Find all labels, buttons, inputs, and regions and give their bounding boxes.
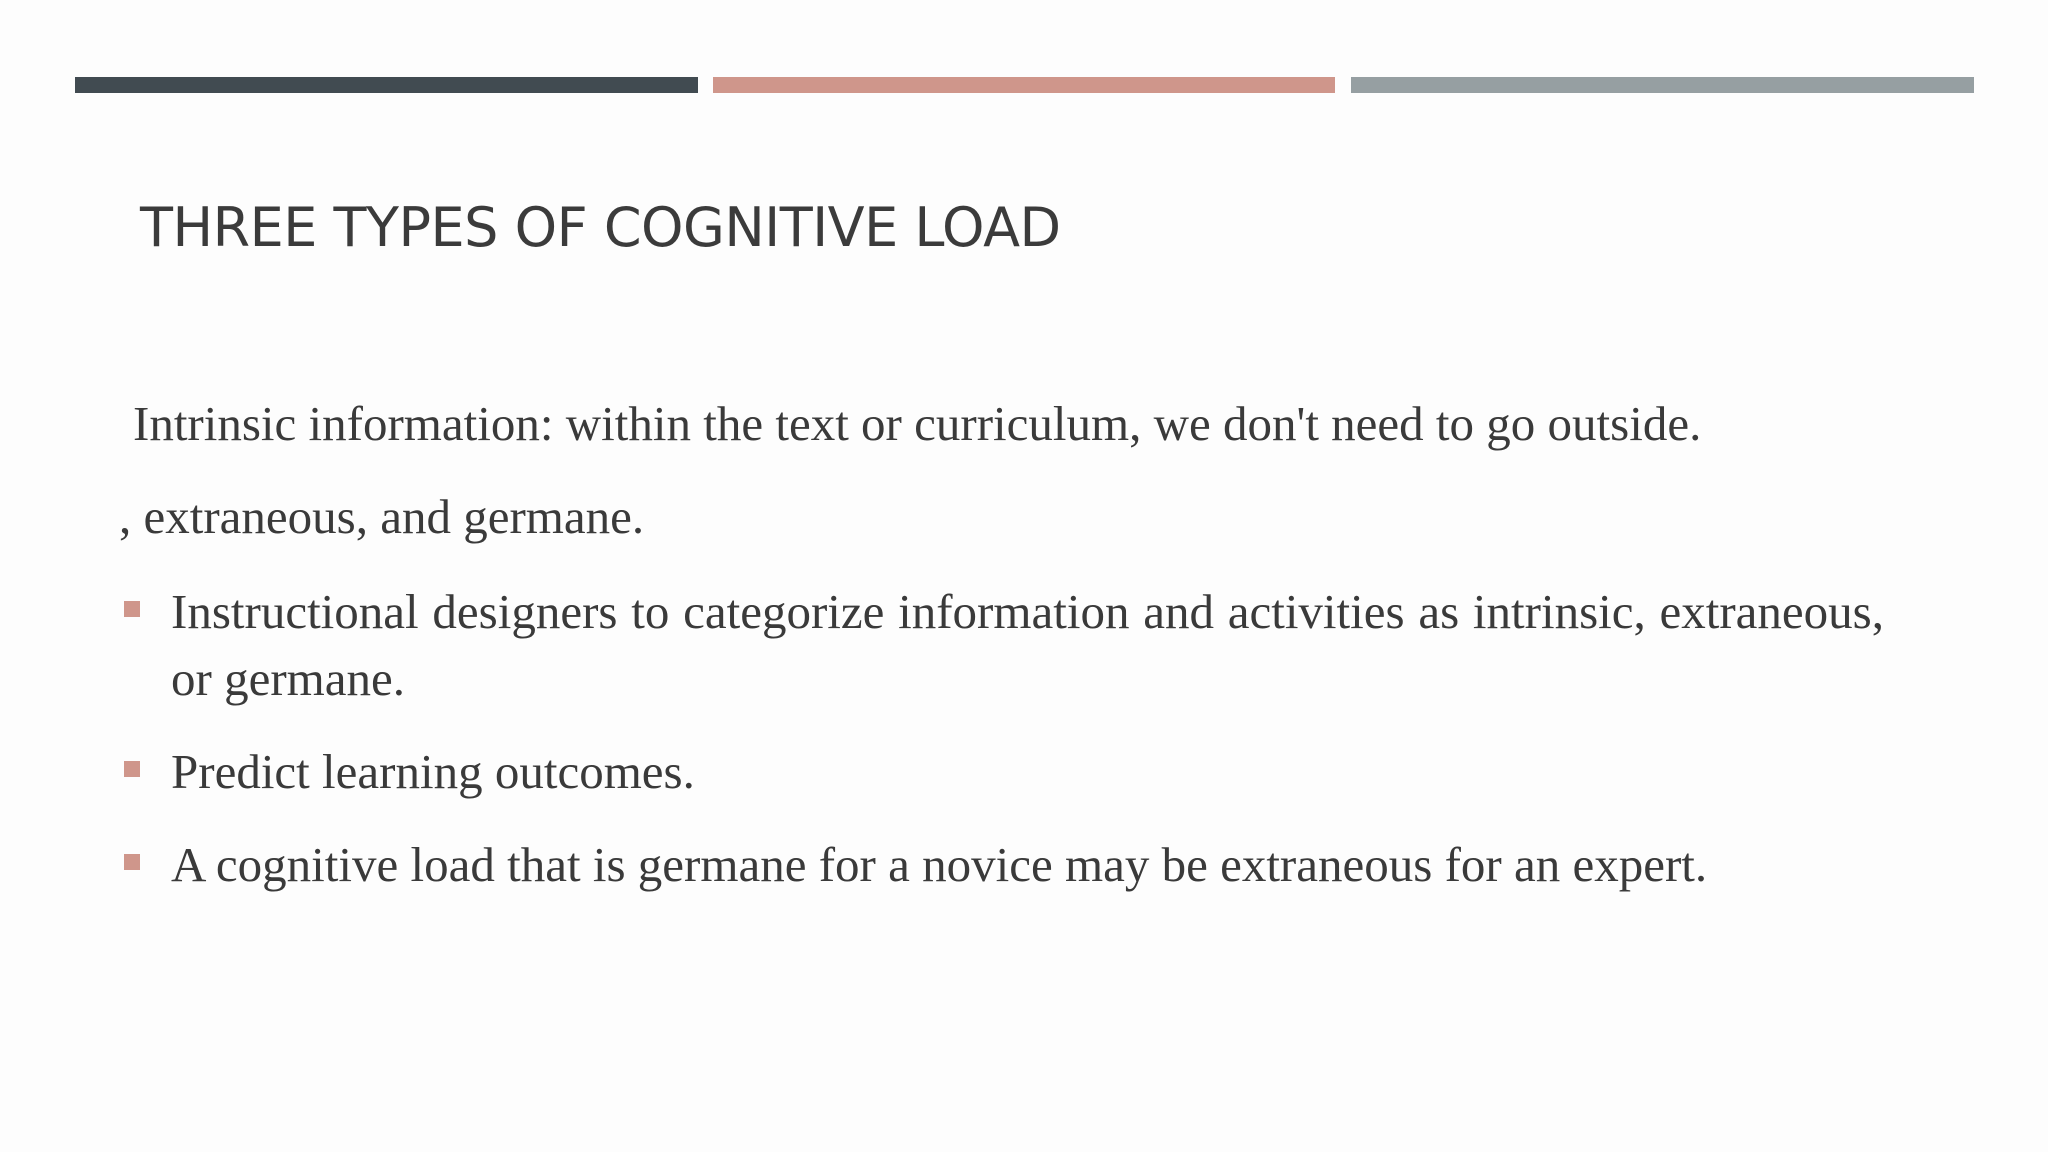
accent-bar-rose [713,77,1335,93]
square-bullet-icon [124,854,140,870]
square-bullet-icon [124,601,140,617]
square-bullet-icon [124,761,140,777]
slide-title: THREE TYPES OF COGNITIVE LOAD [140,196,1061,259]
second-line: , extraneous, and germane. [119,489,645,544]
accent-bar-gray [1351,77,1974,93]
bullet-text: A cognitive load that is germane for a novice may be extraneous for an expert. [171,837,1708,892]
accent-bar-dark [75,77,698,93]
intro-line: Intrinsic information: within the text or curriculum, we don't need to go outside. [133,396,1702,451]
bullet-text: Predict learning outcomes. [171,744,695,799]
bullet-text: Instructional designers to categorize information and activities as intrinsic, extraneous, or germane. [171,584,1884,706]
